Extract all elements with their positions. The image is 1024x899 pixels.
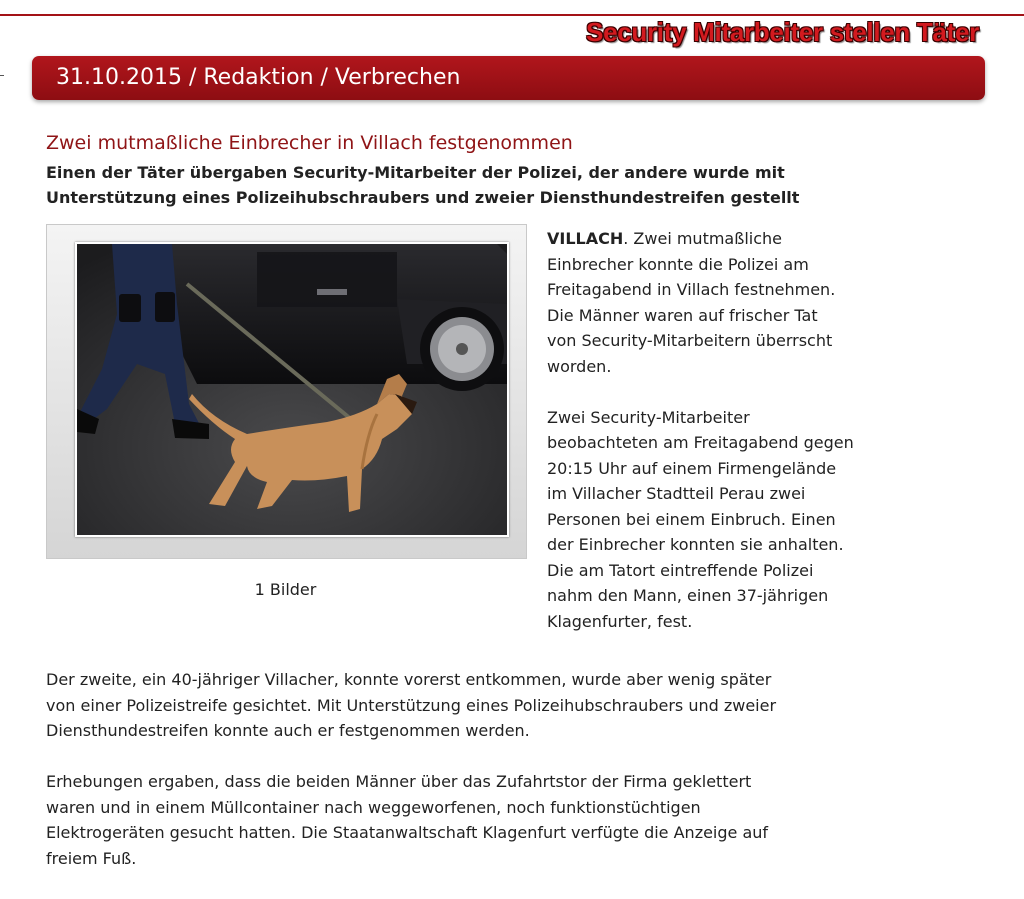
text-line: Der zweite, ein 40-jähriger Villacher, konnte vorerst entkommen, wurde aber wenig später (46, 670, 772, 689)
article-side-text (547, 226, 907, 634)
text-line: der Einbrecher konnten sie anhalten. (547, 535, 844, 554)
text-line: Elektrogeräten gesucht hatten. Die Staatanwaltschaft Klagenfurt verfügte die Anzeige auf (46, 823, 769, 842)
text-line: im Villacher Stadtteil Perau zwei (547, 484, 806, 503)
text-line (547, 226, 907, 252)
text-line: von einer Polizeistreife gesichtet. Mit Unterstützung eines Polizeihubschraubers und zweier (46, 695, 777, 715)
article-title: Zwei mutmaßliche Einbrecher in Villach festgenommen (46, 132, 573, 154)
dateline-place: VILLACH (547, 229, 624, 248)
lead-line: Einen der Täter übergaben Security-Mitarbeiter der Polizei, der andere wurde mit (46, 163, 785, 182)
text-line: worden. (547, 356, 612, 376)
text-line: freiem Fuß. (46, 848, 137, 868)
photo-frame[interactable] (46, 224, 527, 559)
text-line: nahm den Mann, einen 37-jährigen (547, 586, 829, 605)
text-line: Die am Tatort eintreffende Polizei (547, 560, 814, 580)
text-line: waren und in einem Müllcontainer nach weggeworfenen, noch funktionstüchtigen (46, 797, 701, 817)
meta-text: 31.10.2015 / Redaktion / Verbrechen (56, 65, 461, 90)
article-body (46, 667, 926, 871)
article-photo[interactable] (75, 242, 509, 537)
dateline-rest: . Zwei mutmaßliche (623, 229, 782, 248)
text-line: Klagenfurter, fest. (547, 611, 693, 631)
lead-line: Unterstützung eines Polizeihubschraubers und zweier Diensthundestreifen gestellt (46, 188, 800, 207)
text-line: Personen bei einem Einbruch. Einen (547, 509, 836, 529)
text-line: von Security-Mitarbeitern überrscht (547, 331, 833, 350)
text-line: Die Männer waren auf frischer Tat (547, 305, 818, 325)
text-line: beobachteten am Freitagabend gegen (547, 433, 854, 452)
text-line: Einbrecher konnte die Polizei am (547, 254, 809, 274)
police-dog-photo (77, 244, 507, 535)
divider (0, 75, 4, 76)
meta-bar (32, 56, 985, 100)
text-line: Freitagabend in Villach festnehmen. (547, 280, 836, 299)
text-line: Erhebungen ergaben, dass die beiden Männer über das Zufahrtstor der Firma geklettert (46, 772, 752, 791)
site-headline: Security Mitarbeiter stellen Täter (586, 17, 979, 47)
paragraph-gap (547, 379, 907, 405)
text-line: Zwei Security-Mitarbeiter (547, 407, 750, 427)
text-line: 20:15 Uhr auf einem Firmengelände (547, 458, 837, 478)
article-lead (46, 160, 946, 210)
text-line: Diensthundestreifen konnte auch er festgenommen werden. (46, 721, 530, 740)
top-rule (0, 0, 1024, 16)
paragraph-gap (46, 744, 926, 770)
photo-caption[interactable]: 1 Bilder (254, 580, 317, 599)
